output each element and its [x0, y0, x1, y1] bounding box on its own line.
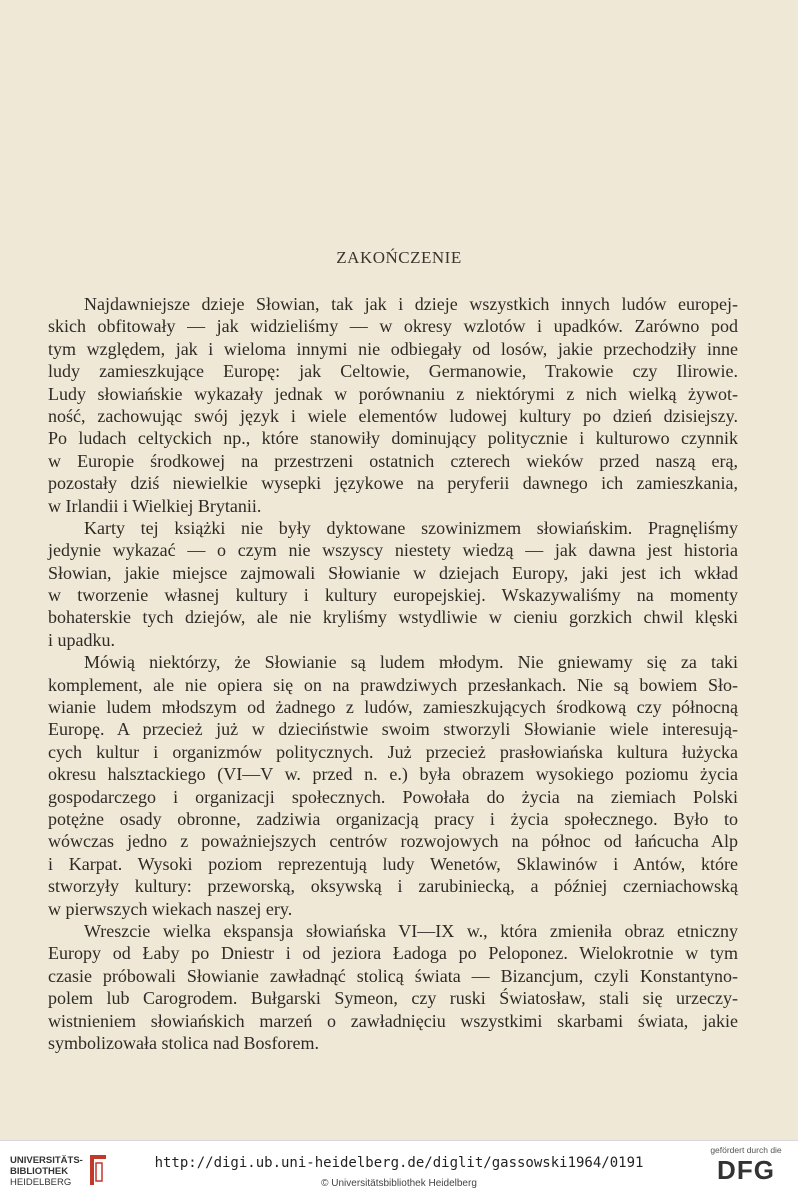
text-line: Mówią niektórzy, że Słowianie są ludem młodym. Nie gniewamy się za taki [84, 652, 738, 673]
text-line: jedynie wykazać — o czym nie wszyscy niestety wiedzą — jak dawna jest historia [48, 540, 738, 561]
text-line: i Karpat. Wysoki poziom reprezentują ludy Wenetów, Sklawinów i Antów, które [48, 853, 738, 874]
text-line: Po ludach celtyckich np., które stanowiły dominujący politycznie i kulturowo czynnik [48, 428, 738, 449]
text-line: w pierwszych wiekach naszej ery. [48, 898, 293, 919]
text-line: Karty tej książki nie były dyktowane szowinizmem słowiańskim. Pragnęliśmy [84, 517, 738, 538]
text-line: wianie ludem młodszym od żadnego z ludów, zamieszkujących środkową czy północną [48, 697, 738, 718]
body-text [48, 293, 738, 1054]
text-line: w Irlandii i Wielkiej Brytanii. [48, 495, 262, 516]
text-line: bohaterskie tych dziejów, ale nie kryliśmy wstydliwie w cieniu gorzkich chwil klęski [48, 607, 738, 628]
text-line: symbolizowała stolica nad Bosforem. [48, 1032, 319, 1053]
text-line: potężne osady obronne, zadziwia organizacją pracy i życia społecznego. Było to [48, 808, 738, 829]
copyright-notice: © Universitätsbibliothek Heidelberg [321, 1178, 477, 1189]
text-line: wówczas jedno z poważniejszych centrów rozwojowych na północ od łańcucha Alp [48, 831, 738, 852]
text-line: skich obfitowały — jak widzieliśmy — w okresy wzlotów i upadków. Zarówno pod [48, 316, 738, 337]
text-line: ludy zamieszkujące Europę: jak Celtowie, Germanowie, Trakowie czy Ilirowie. [48, 361, 738, 382]
library-name-line3: HEIDELBERG [10, 1177, 72, 1188]
text-line: ność, zachowując swój język i wiele elementów ludowej kultury po dzień dzisiejszy. [48, 405, 738, 426]
text-line: Słowian, jakie miejsce zajmowali Słowianie w dziejach Europy, jaki jest ich wkład [48, 562, 738, 583]
text-line: w Europie środkowej na przestrzeni ostatnich czterech wieków przed naszą erą, [48, 450, 738, 471]
text-line: Wreszcie wielka ekspansja słowiańska VI—IX w., która zmieniła obraz etniczny [84, 920, 738, 941]
text-line: i upadku. [48, 629, 115, 650]
text-line: polem lub Carogrodem. Bułgarski Symeon, czy ruski Światosław, stali się urzeczy- [48, 988, 738, 1009]
funding-label: gefördert durch die [710, 1145, 782, 1155]
text-line: wistnieniem słowiańskich marzeń o zawładnięciu wszystkimi skarbami świata, jakie [48, 1010, 738, 1031]
library-name-line2: BIBLIOTHEK [10, 1166, 69, 1177]
text-line: czasie próbowali Słowianie zawładnąć stolicą świata — Bizancjum, czyli Konstantyno- [48, 965, 738, 986]
dfg-funding-badge[interactable] [706, 1145, 786, 1193]
text-line: komplement, ale nie opiera się on na prawdziwych przesłankach. Nie są bowiem Sło- [48, 674, 738, 695]
permalink-url[interactable]: http://digi.ub.uni-heidelberg.de/diglit/gassowski1964/0191 [154, 1155, 644, 1171]
dfg-logo: DFG [717, 1155, 775, 1185]
text-line: Ludy słowiańskie wykazały jednak w porównaniu z niektórymi z nich wielką żywot- [48, 383, 738, 404]
text-line: pozostały dziś niewielkie wysepki językowe na peryferii dawnego ich zamieszkania, [48, 473, 738, 494]
text-line: Europy od Łaby po Dniestr i od jeziora Ładoga po Peloponez. Wielokrotnie w tym [48, 943, 738, 964]
text-line: gospodarczego i organizacji społecznych. Powołała do życia na ziemiach Polski [48, 786, 738, 807]
viewer-footer [0, 1140, 798, 1198]
text-line: tym względem, jak i wieloma innymi nie odbiegały od losów, jakie przechodziły inne [48, 338, 738, 359]
text-line: Najdawniejsze dzieje Słowian, tak jak i dzieje wszystkich innych ludów europej- [84, 294, 738, 314]
text-line: okresu halsztackiego (VI—V w. przed n. e.) była obrazem wysokiego poziomu życia [48, 764, 738, 785]
chapter-title: ZAKOŃCZENIE [336, 248, 462, 267]
text-line: stworzyły kultury: przeworską, oksywską i zarubiniecką, a później czerniachowską [48, 876, 738, 897]
text-line: cych kultur i organizmów politycznych. Już przecież prasłowiańska kultura łużycka [48, 741, 738, 762]
text-line: w tworzenie własnej kultury i kultury europejskiej. Wskazywaliśmy na momenty [48, 585, 738, 606]
text-line: Europę. A przecież już w dzieciństwie swoim stworzyli Słowianie wiele interesują- [48, 719, 738, 740]
library-name-line1: UNIVERSITÄTS- [10, 1155, 83, 1166]
